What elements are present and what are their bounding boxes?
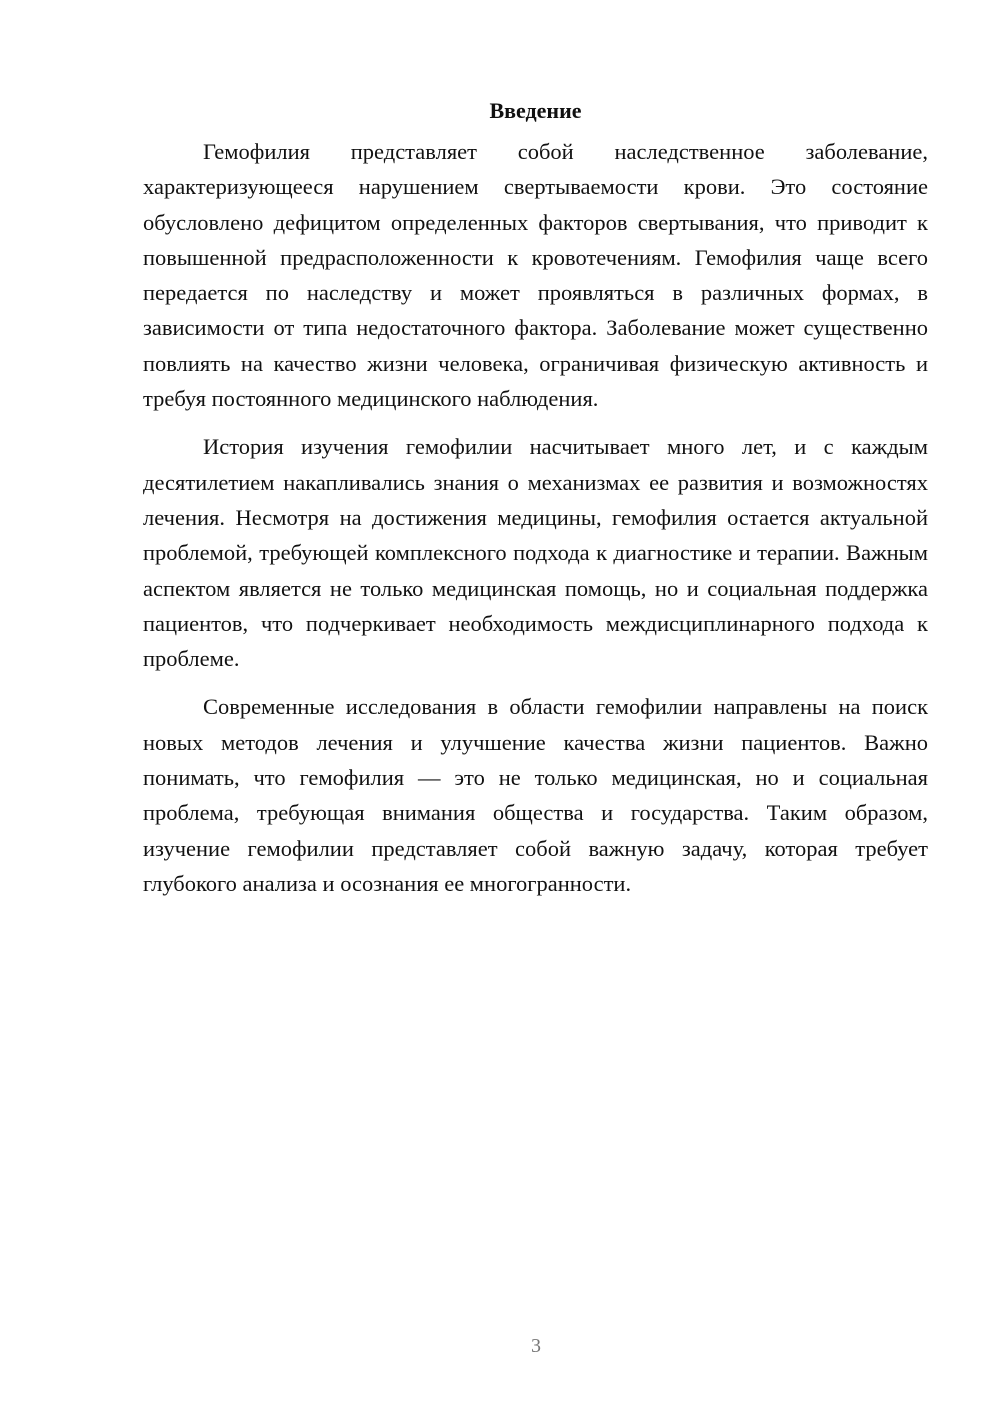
paragraph-2: История изучения гемофилии насчитывает много лет, и с каждым десятилетием накапливались знания о механизмах ее развития и возможностях лечения. Несмотря на достижения медицины, гемофилия остается актуальной проблемой, требующей комплексного подхода к диагностике и терапии. Важным аспектом является не только медицинская помощь, но и социальная поддержка пациентов, что подчеркивает необходимость междисциплинарного подхода к проблеме. — [143, 434, 928, 672]
paragraph-1: Гемофилия представляет собой наследственное заболевание, характеризующееся нарушением свертываемости крови. Это состояние обусловлено дефицитом определенных факторов свертывания, что приводит к повышенной предрасположенности к кровотечениям. Гемофилия чаще всего передается по наследству и может проявляться в различных формах, в зависимости от типа недостаточного фактора. Заболевание может существенно повлиять на качество жизни человека, ограничивая физическую активность и требуя постоянного медицинского наблюдения. — [143, 139, 928, 412]
page-content — [143, 93, 928, 914]
paragraph-3: Современные исследования в области гемофилии направлены на поиск новых методов лечения и улучшение качества жизни пациентов. Важно понимать, что гемофилия — это не только медицинская, но и социальная проблема, требующая внимания общества и государства. Таким образом, изучение гемофилии представляет собой важную задачу, которая требует глубокого анализа и осознания ее многогранности. — [143, 694, 928, 896]
page-number: 3 — [531, 1335, 541, 1357]
section-heading: Введение — [489, 98, 582, 123]
